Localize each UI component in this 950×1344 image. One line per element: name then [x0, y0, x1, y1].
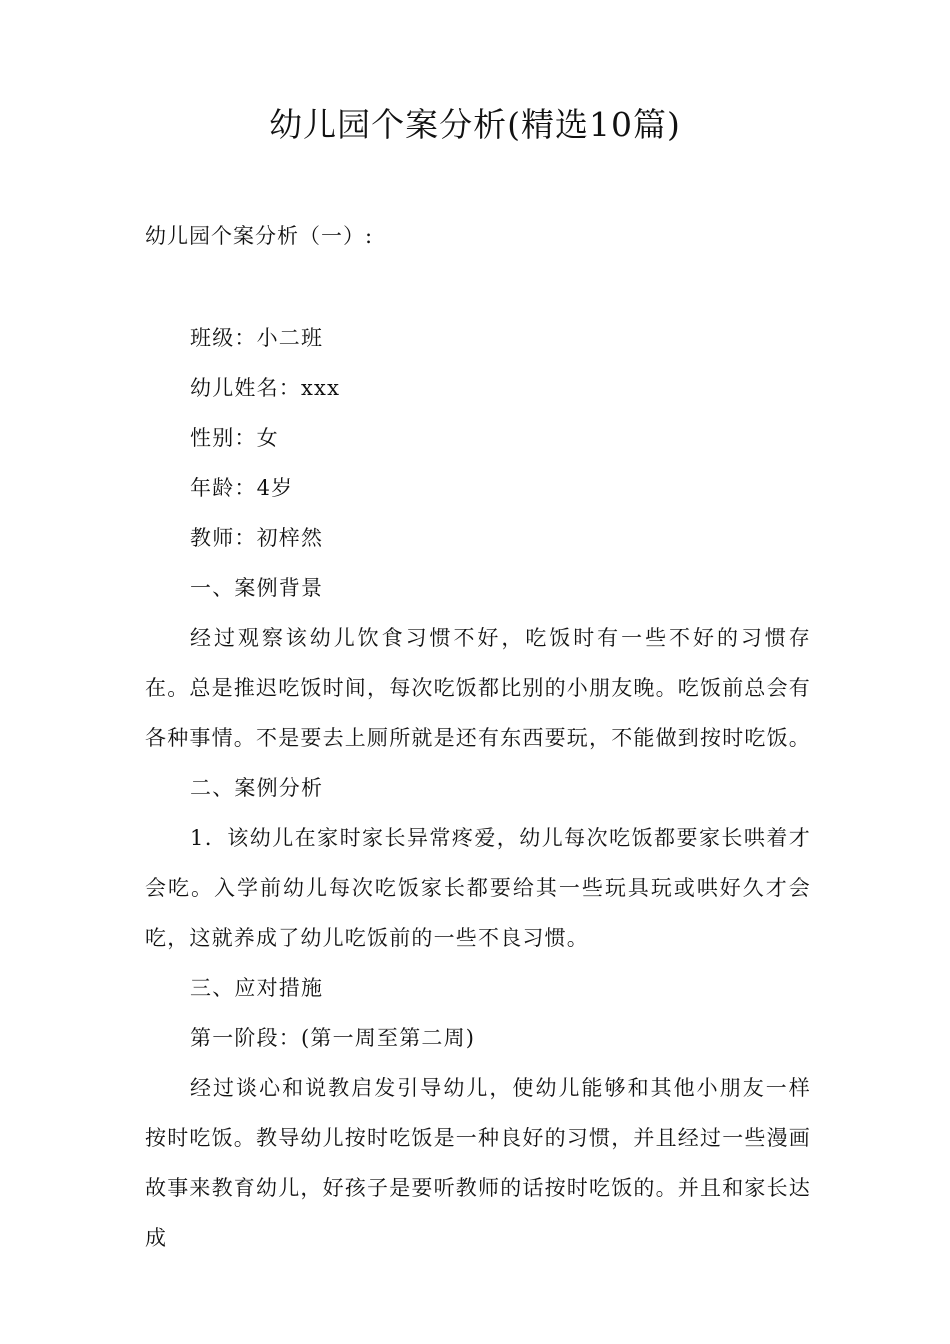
paragraph-stage-one-body: 经过谈心和说教启发引导幼儿，使幼儿能够和其他小朋友一样按时吃饭。教导幼儿按时吃饭是一种良好的习惯，并且经过一些漫画故事来教育幼儿，好孩子是要听教师的话按时吃饭的。并且和家长达成 [145, 1076, 811, 1250]
document-title: 幼儿园个案分析(精选10篇) [269, 105, 681, 144]
paragraph-case-background: 经过观察该幼儿饮食习惯不好，吃饭时有一些不好的习惯存在。总是推迟吃饭时间，每次吃饭都比别的小朋友晚。吃饭前总会有各种事情。不是要去上厕所就是还有东西要玩，不能做到按时吃饭。 [145, 626, 811, 750]
paragraph-gender: 性别：女 [190, 426, 279, 450]
heading-case-analysis: 二、案例分析 [190, 776, 324, 800]
paragraph-teacher: 教师：初梓然 [190, 526, 324, 550]
paragraph-age: 年龄：4岁 [190, 476, 294, 500]
heading-case-background: 一、案例背景 [190, 576, 324, 600]
paragraph-stage-one: 第一阶段：(第一周至第二周) [190, 1026, 476, 1050]
section-heading: 幼儿园个案分析（一）: [145, 224, 374, 248]
document-body [145, 313, 811, 1263]
paragraph-class: 班级：小二班 [190, 326, 324, 350]
paragraph-case-analysis: 1．该幼儿在家时家长异常疼爱，幼儿每次吃饭都要家长哄着才会吃。入学前幼儿每次吃饭家长都要给其一些玩具玩或哄好久才会吃，这就养成了幼儿吃饭前的一些不良习惯。 [145, 826, 811, 950]
heading-measures: 三、应对措施 [190, 976, 324, 1000]
paragraph-child-name: 幼儿姓名：xxx [190, 376, 341, 400]
